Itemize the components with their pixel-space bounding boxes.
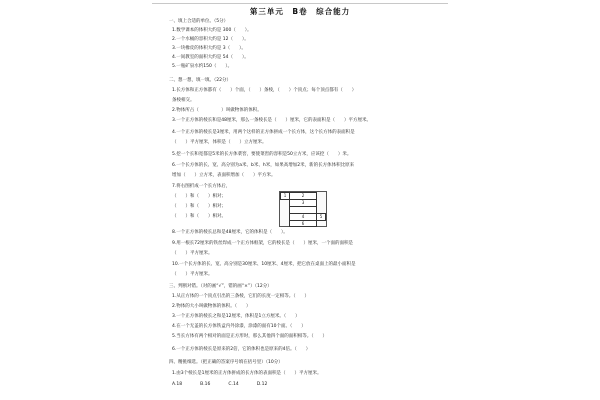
question-line: 7.将右图折成一个长方体后，	[172, 184, 231, 189]
question-line: 1.数学课本的体积大约是 300（ ）。	[172, 28, 252, 33]
question-line: （ ）平方厘米。	[172, 272, 213, 277]
page-title: 第三单元 B卷 综合能力	[249, 7, 351, 16]
question-line: 2.物体的大小叫做物体的体积。（ ）	[172, 304, 251, 309]
question-line: 1.从正方体的一个顶点引出的三条棱，它们的长度一定相等。（ ）	[172, 294, 310, 299]
question-line: （ ）平方厘米，体积是（ ）立方厘米。	[172, 140, 267, 145]
net-face-2: 2	[289, 192, 317, 200]
net-face-4: 4	[289, 213, 317, 221]
question-line: 4.在一个无盖的长方体铁盒内外涂漆，涂漆的面有10个面。（ ）	[172, 324, 306, 329]
question-line: 9.用一根长72厘米的铁丝焊成一个正方体框架，它的棱长是（ ）厘米，一个面的面积是	[172, 241, 354, 246]
question-line: （ ）平方厘米。	[172, 251, 213, 256]
question-line: 10.一个长方体的长、宽、高分别是30厘米、10厘米、4厘米，把它放在桌面上的最小面积是	[172, 262, 356, 267]
net-face-6: 6	[289, 220, 317, 227]
question-line: 6.一个长方体的长、宽、高分别为a米、b米、h米，如果高增加2米，新的长方体体积比原来	[172, 163, 355, 168]
question-line: 5.一瓶矿泉水约150（ ）。	[172, 64, 233, 69]
question-line: 8.一个正方体的棱长总和是48厘米，它的体积是（ ）。	[172, 230, 288, 235]
section-heading: 四、精挑细选。（把正确的答案序号填在括号里）（10分）	[169, 360, 283, 365]
header-rule	[152, 3, 448, 4]
question-line: 1.长方体和正方体都有（ ）个面，（ ）条棱，（ ）个顶点；每个顶点都有（ ）	[172, 88, 357, 93]
net-face-3: 3	[289, 199, 317, 207]
question-line: 5.挖一个长和宽都是5米的长方体菜窖，要使菜窖的容积是50立方米，应该挖（ ）米。	[172, 152, 352, 157]
section-heading: 三、判断对错。（对的画“√”，错的画“×”）（12分）	[169, 284, 272, 289]
question-line: 4.一个正方体的棱长是3厘米，用两个这样的正方体拼成一个长方体，这个长方体的表面积是	[172, 130, 355, 135]
question-line: 3.一个正方体的棱长和是48厘米，那么一条棱长是（ ）厘米，它的表面积是（ ）平方厘米。	[172, 118, 372, 123]
net-face-5: 5	[316, 213, 326, 221]
question-line: 增加（ ）立方米，表面积增加（ ）平方米。	[172, 173, 276, 178]
question-line: 1.由3个棱长是1厘米的正方体拼成的长方体的表面积是（ ）平方厘米。	[172, 371, 322, 376]
question-line: 条棱相交。	[172, 98, 195, 103]
question-line: 5.当长方体有两个相对的面是正方形时，那么其他四个面的面积相等。（ ）	[172, 334, 328, 339]
section-heading: 二、想一想，填一填。（22分）	[169, 78, 231, 83]
question-line: 2.物体所占（ ）叫做物体的体积。	[172, 108, 262, 113]
question-line: （ ）和（ ）相对；	[172, 194, 226, 199]
cube-net-figure	[279, 191, 327, 227]
section-heading: 一、填上合适的单位。（5分）	[169, 19, 229, 24]
question-line: （ ）和（ ）相对；	[172, 204, 226, 209]
question-line: 3.一块橡皮的体积大约是 3（ ）。	[172, 46, 246, 51]
question-line: 6.一个正方体的棱长是原来的2倍，它的体积也是原来的4倍。（ ）	[172, 347, 311, 352]
question-line: （ ）和（ ）相对。	[172, 214, 226, 219]
answer-options: A.18 B.16 C.14 D.12	[172, 382, 268, 387]
question-line: 4.一间教室的面积大约是 54（ ）。	[172, 55, 249, 60]
question-line: 3.一个正方体的棱长之和是12厘米，体积是1立方厘米。（ ）	[172, 314, 300, 319]
question-line: 2.一个水桶的容积大约是 12（ ）。	[172, 37, 249, 42]
net-face-1: 1	[280, 192, 290, 200]
worksheet-page	[150, 0, 450, 400]
